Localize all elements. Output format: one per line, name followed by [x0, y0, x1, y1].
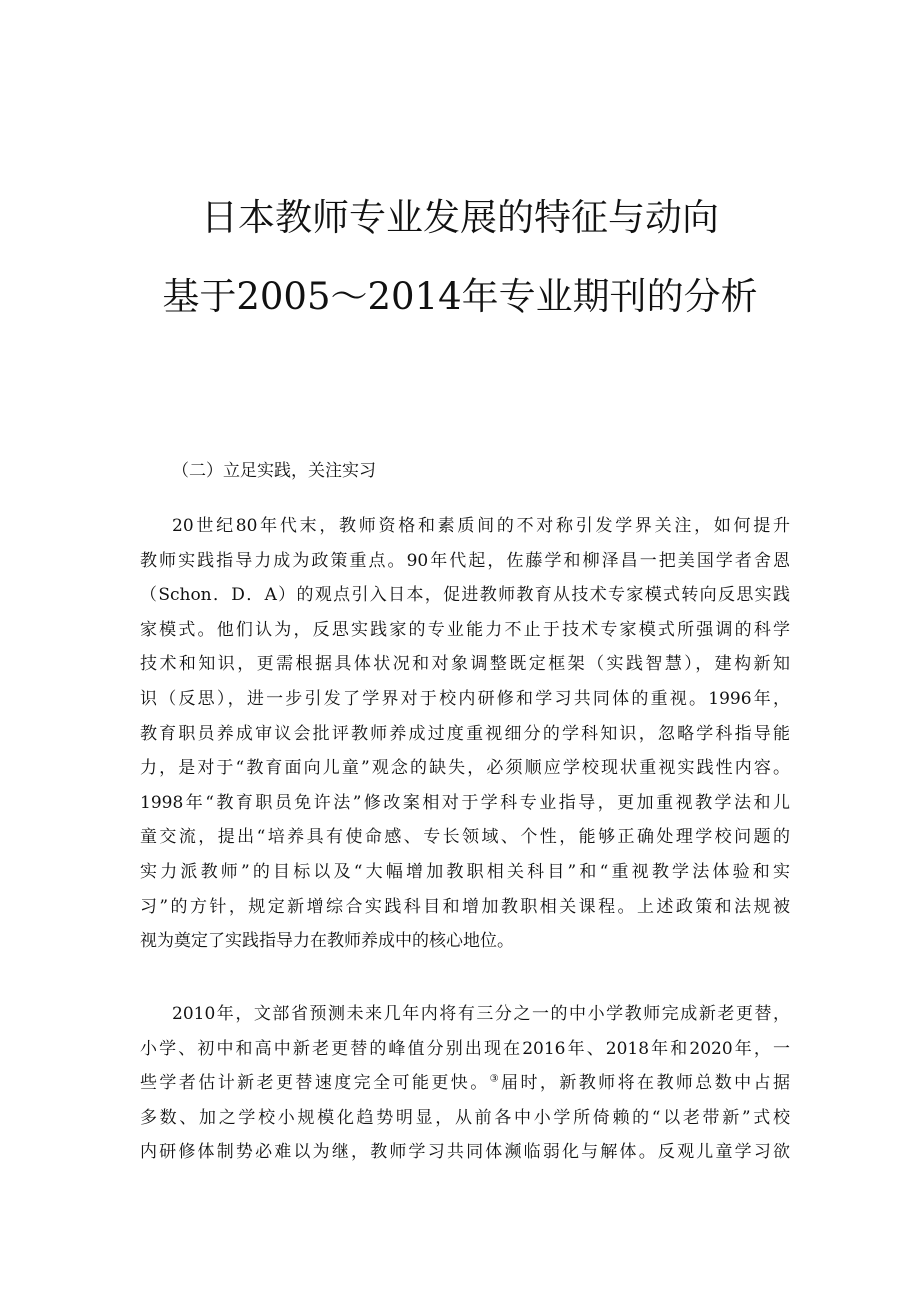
- paragraph-line: 实力派教师”的目标以及“大幅增加教职相关科目”和“重视教学法体验和实: [140, 861, 790, 882]
- document-title: 日本教师专业发展的特征与动向: [201, 196, 719, 239]
- paragraph-line: 多数、加之学校小规模化趋势明显，从前各中小学所倚赖的“以老带新”式校: [140, 1107, 790, 1128]
- paragraph-line: 视为奠定了实践指导力在教师养成中的核心地位。: [140, 931, 514, 952]
- paragraph-line: 小学、初中和高中新老更替的峰值分别出现在2016年、2018年和2020年，一: [140, 1038, 790, 1059]
- paragraph-line: 内研修体制势必难以为继，教师学习共同体濒临弱化与解体。反观儿童学习欲: [140, 1142, 790, 1163]
- paragraph-1: [140, 515, 790, 965]
- paragraph-line-text: 届时，新教师将在教师总数中占据: [501, 1073, 790, 1094]
- paragraph-line: 教师实践指导力成为政策重点。90年代起，佐藤学和柳泽昌一把美国学者舍恩: [140, 550, 790, 571]
- paragraph-line: 技术和知识，更需根据具体状况和对象调整既定框架（实践智慧），建构新知: [140, 654, 790, 675]
- paragraph-line: 家模式。他们认为，反思实践家的专业能力不止于技术专家模式所强调的科学: [140, 619, 790, 640]
- footnote-marker: ③: [489, 1073, 502, 1085]
- paragraph-line: 教育职员养成审议会批评教师养成过度重视细分的学科知识，忽略学科指导能: [140, 723, 790, 744]
- paragraph-line-with-footnote: [140, 1072, 790, 1107]
- paragraph-line: （Schon．D．A）的观点引入日本，促进教师教育从技术专家模式转向反思实践: [140, 585, 790, 606]
- paragraph-line: 识（反思），进一步引发了学界对于校内研修和学习共同体的重视。1996年，: [140, 688, 790, 709]
- paragraph-line: 20世纪80年代末，教师资格和素质间的不对称引发学界关注，如何提升: [172, 516, 790, 536]
- paragraph-line: 力，是对于“教育面向儿童”观念的缺失，必须顺应学校现状重视实践性内容。: [140, 758, 790, 779]
- paragraph-line-text: 些学者估计新老更替速度完全可能更快。: [140, 1073, 490, 1094]
- document-subtitle: 基于2005～2014年专业期刊的分析: [162, 275, 758, 318]
- paragraph-line: 童交流，提出“培养具有使命感、专长领域、个性，能够正确处理学校问题的: [140, 827, 790, 848]
- paragraph-line: 习”的方针，规定新增综合实践科目和增加教职相关课程。上述政策和法规被: [140, 896, 790, 917]
- paragraph-line: 2010年，文部省预测未来几年内将有三分之一的中小学教师完成新老更替，: [172, 1004, 790, 1024]
- paragraph-line: 1998年“教育职员免许法”修改案相对于学科专业指导，更加重视教学法和儿: [140, 792, 790, 813]
- section-heading: （二）立足实践，关注实习: [172, 461, 376, 481]
- paragraph-2: [140, 1003, 790, 1176]
